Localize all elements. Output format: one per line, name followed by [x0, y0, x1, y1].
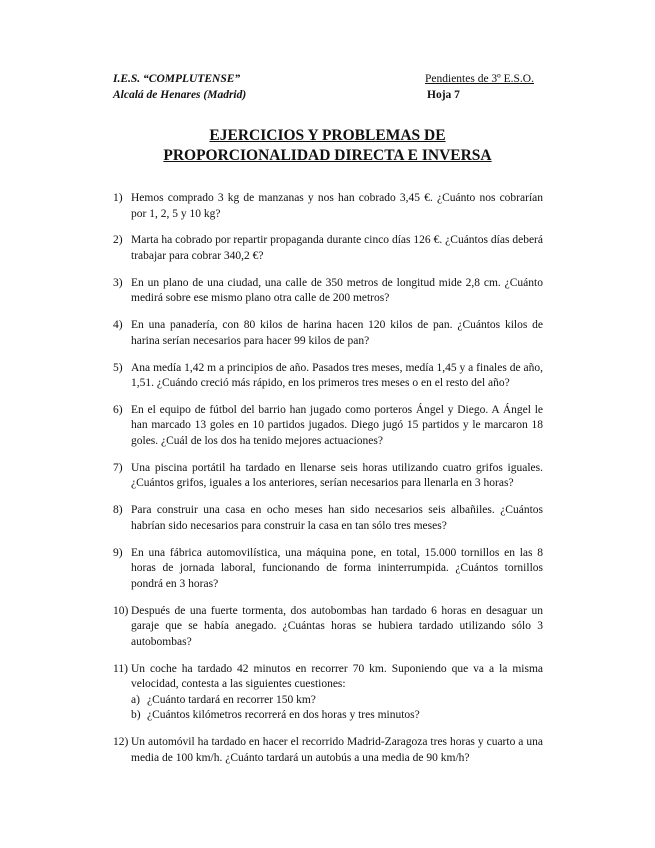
school-info	[113, 71, 246, 103]
exercise-item	[113, 318, 543, 349]
exercise-text: Hemos comprado 3 kg de manzanas y nos han cobrado 3,45 €. ¿Cuánto nos cobrarían por 1, 2, 5 y 10 kg?	[131, 192, 543, 220]
school-name: I.E.S. “COMPLUTENSE”	[113, 73, 241, 85]
sheet-info	[425, 71, 534, 103]
exercise-text: Para construir una casa en ocho meses han sido necesarios seis albañiles. ¿Cuántos habrían sido necesarios para construir la casa en tan sólo tres meses?	[131, 504, 543, 532]
exercise-number: 3)	[113, 276, 123, 289]
exercise-text: En el equipo de fútbol del barrio han jugado como porteros Ángel y Diego. A Ángel le han marcado 13 goles en 10 partidos jugados. Diego jugó 15 partidos y le marcaron 18 goles. ¿Cuál de los dos ha tenido mejores actuaciones?	[131, 403, 543, 448]
title-line-1: EJERCICIOS Y PROBLEMAS DE	[209, 127, 446, 144]
exercise-text: En una panadería, con 80 kilos de harina hacen 120 kilos de pan. ¿Cuántos kilos de harina serían necesarios para hacer 99 kilos de pan?	[131, 319, 543, 347]
exercise-item	[113, 233, 543, 264]
sheet-number: Hoja 7	[427, 89, 460, 101]
exercise-text: En una fábrica automovilística, una máquina pone, en total, 15.000 tornillos en las 8 horas de jornada laboral, funcionando de forma ininterrumpida. ¿Cuántos tornillos pondrá en 3 horas?	[131, 546, 543, 590]
exercise-number: 6)	[113, 403, 123, 416]
exercise-item	[113, 403, 543, 450]
exercise-number: 1)	[113, 192, 123, 204]
exercise-list	[113, 191, 543, 777]
school-city: Alcalá de Henares (Madrid)	[113, 89, 247, 101]
exercise-item	[113, 604, 543, 651]
exercise-text: Ana medía 1,42 m a principios de año. Pasados tres meses, medía 1,45 y a finales de año, 1,51. ¿Cuándo creció más rápido, en los primeros tres meses o en el resto del año?	[131, 361, 543, 390]
exercise-text: Un automóvil ha tardado en hacer el recorrido Madrid-Zaragoza tres horas y cuarto a una media de 100 km/h. ¿Cuánto tardará un autobús a una media de 90 km/h?	[131, 736, 543, 764]
course-label: Pendientes de 3º E.S.O.	[425, 73, 534, 85]
exercise-text: Después de una fuerte tormenta, dos autobombas han tardado 6 horas en desaguar un garaje que se había anegado. ¿Cuántas horas se hubiera tardado utilizando sólo 3 autobombas?	[131, 604, 543, 648]
exercise-number: 5)	[113, 361, 123, 374]
title-line-2: PROPORCIONALIDAD DIRECTA E INVERSA	[163, 147, 492, 164]
exercise-text: Un coche ha tardado 42 minutos en recorrer 70 km. Suponiendo que va a la misma velocidad, contesta a las siguientes cuestiones:	[131, 662, 543, 691]
exercise-number: 2)	[113, 234, 123, 247]
exercise-number: 9)	[113, 546, 123, 559]
exercise-item	[113, 461, 543, 492]
subitem-letter: a)	[131, 693, 140, 706]
exercise-text: Marta ha cobrado por repartir propaganda durante cinco días 126 €. ¿Cuántos días deberá trabajar para cobrar 340,2 €?	[131, 234, 543, 262]
subitem-text: ¿Cuántos kilómetros recorrerá en dos horas y tres minutos?	[147, 709, 420, 722]
exercise-number: 4)	[113, 319, 123, 332]
exercise-number: 8)	[113, 504, 123, 517]
page-title	[0, 126, 655, 166]
exercise-item	[113, 361, 543, 392]
subitem-letter: b)	[131, 709, 141, 722]
exercise-item	[113, 735, 543, 766]
exercise-item	[113, 662, 543, 724]
exercise-number: 12)	[113, 736, 129, 749]
exercise-text: Una piscina portátil ha tardado en llenarse seis horas utilizando cuatro grifos iguales. ¿Cuántos grifos, iguales a los anteriores, serían necesarios para llenarla en 3 horas?	[131, 461, 543, 490]
exercise-item	[113, 546, 543, 593]
exercise-item	[113, 191, 543, 222]
exercise-subitem	[131, 708, 543, 724]
exercise-number: 11)	[113, 662, 128, 675]
exercise-subitem	[131, 693, 543, 709]
exercise-item	[113, 503, 543, 534]
exercise-item	[113, 276, 543, 307]
exercise-text: En un plano de una ciudad, una calle de 350 metros de longitud mide 2,8 cm. ¿Cuánto medirá sobre ese mismo plano otra calle de 200 metros?	[131, 276, 543, 305]
exercise-number: 10)	[113, 604, 129, 617]
exercise-number: 7)	[113, 461, 123, 474]
subitem-text: ¿Cuánto tardará en recorrer 150 km?	[147, 693, 316, 706]
